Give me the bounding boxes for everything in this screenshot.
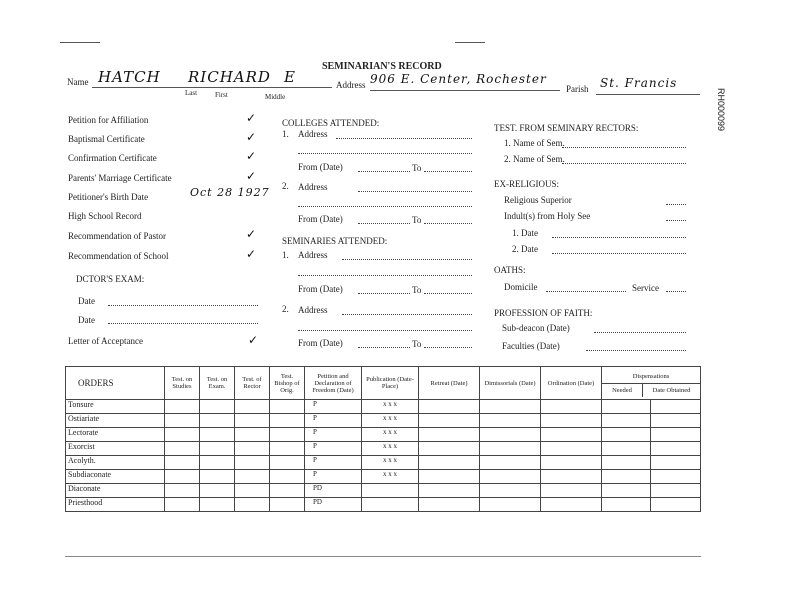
domicile-line	[546, 291, 626, 292]
empty-cell	[165, 400, 200, 414]
empty-cell	[419, 400, 480, 414]
empty-cell	[541, 456, 602, 470]
publication-cell	[362, 498, 419, 512]
empty-cell	[541, 442, 602, 456]
ex-date-2: 2. Date	[512, 244, 538, 254]
checklist-item-label: Confirmation Certificate	[68, 153, 157, 163]
faculties-label: Faculties (Date)	[502, 341, 560, 351]
empty-cell	[419, 456, 480, 470]
empty-cell	[270, 400, 305, 414]
header-retreat: Retreat (Date)	[419, 367, 480, 400]
publication-cell: x x x	[362, 414, 419, 428]
header-publication: Publication (Date-Place)	[362, 367, 419, 400]
religious-superior-label: Religious Superior	[504, 195, 572, 205]
seminary-2-to: To	[412, 339, 422, 349]
order-name: Diaconate	[66, 484, 165, 498]
empty-cell	[419, 470, 480, 484]
empty-cell	[419, 442, 480, 456]
publication-cell	[362, 484, 419, 498]
college-1-address-line	[336, 138, 472, 139]
empty-cell	[165, 470, 200, 484]
order-row	[66, 470, 701, 484]
name-underline	[92, 87, 332, 88]
empty-cell	[235, 428, 270, 442]
college-2-to: To	[412, 215, 422, 225]
empty-cell	[480, 470, 541, 484]
checklist-item-label: Parents' Marriage Certificate	[68, 173, 172, 183]
header-dimissorials: Dimissorials (Date)	[480, 367, 541, 400]
orders-table	[65, 366, 701, 512]
address-value: 906 E. Center, Rochester	[370, 72, 547, 86]
empty-cell	[541, 470, 602, 484]
college-2-to-line	[424, 223, 472, 224]
empty-cell	[541, 400, 602, 414]
order-row	[66, 400, 701, 414]
last-name-value: HATCH	[98, 68, 161, 86]
petition-cell: PD	[305, 498, 362, 512]
college-2-address-line	[358, 191, 472, 192]
petition-cell: P	[305, 414, 362, 428]
empty-cell	[602, 428, 651, 442]
empty-cell	[200, 428, 235, 442]
empty-cell	[165, 456, 200, 470]
rector-sem-1-line	[562, 147, 686, 148]
empty-cell	[270, 442, 305, 456]
checklist-item-label: Recommendation of School	[68, 251, 169, 261]
rector-sem-1: 1. Name of Sem.	[504, 138, 565, 148]
empty-cell	[165, 414, 200, 428]
empty-cell	[602, 456, 651, 470]
publication-cell: x x x	[362, 456, 419, 470]
petition-cell: P	[305, 428, 362, 442]
order-name: Lectorate	[66, 428, 165, 442]
empty-cell	[235, 442, 270, 456]
seminary-2-to-line	[424, 347, 472, 348]
order-row	[66, 498, 701, 512]
checkmark-icon: ✓	[246, 111, 257, 125]
empty-cell	[480, 484, 541, 498]
rectors-title: TEST. FROM SEMINARY RECTORS:	[494, 123, 639, 133]
parish-underline	[596, 94, 700, 95]
address-label: Address	[336, 80, 366, 90]
letter-checkmark: ✓	[248, 333, 259, 347]
seminary-1-from-line	[358, 293, 410, 294]
rector-sem-2-line	[562, 163, 686, 164]
birth-date-value: Oct 28 1927	[190, 186, 270, 199]
empty-cell	[419, 498, 480, 512]
header-orders: ORDERS	[66, 367, 165, 400]
college-1-num: 1.	[282, 129, 289, 139]
subdeacon-label: Sub-deacon (Date)	[502, 323, 570, 333]
empty-cell	[480, 498, 541, 512]
college-1-to: To	[412, 163, 422, 173]
header-dispensations: Dispensations	[602, 370, 700, 384]
top-mark	[60, 42, 100, 43]
seminaries-title: SEMINARIES ATTENDED:	[282, 236, 388, 246]
empty-cell	[419, 414, 480, 428]
college-2-num: 2.	[282, 181, 289, 191]
header-test-rector: Test. of Rector	[235, 367, 270, 400]
checkmark-icon: ✓	[246, 247, 257, 261]
empty-cell	[235, 400, 270, 414]
seminary-2-from-line	[358, 347, 410, 348]
doctors-date-line-1	[108, 305, 258, 306]
checklist-item-label: Petition for Affiliation	[68, 115, 149, 125]
subdeacon-line	[594, 332, 686, 333]
header-date-obtained: Date Obtained	[652, 386, 691, 394]
college-2-from-line	[358, 223, 410, 224]
profession-title: PROFESSION OF FAITH:	[494, 308, 593, 318]
college-1-address-line-2	[298, 153, 472, 154]
seminary-1-address: Address	[298, 250, 328, 260]
publication-cell: x x x	[362, 428, 419, 442]
empty-cell	[270, 498, 305, 512]
empty-cell	[165, 498, 200, 512]
empty-cell	[200, 470, 235, 484]
empty-cell	[602, 498, 651, 512]
first-name-value: RICHARD	[188, 68, 271, 86]
order-row	[66, 442, 701, 456]
empty-cell	[165, 484, 200, 498]
order-name: Tonsure	[66, 400, 165, 414]
order-name: Subdiaconate	[66, 470, 165, 484]
doctors-exam-title: DCTOR'S EXAM:	[76, 274, 145, 284]
order-row	[66, 456, 701, 470]
petition-cell: PD	[305, 484, 362, 498]
empty-cell	[480, 428, 541, 442]
letter-of-acceptance-label: Letter of Acceptance	[68, 336, 143, 346]
empty-cell	[200, 400, 235, 414]
form-title: SEMINARIAN'S RECORD	[322, 61, 442, 72]
first-label: First	[215, 91, 228, 99]
empty-cell	[602, 470, 651, 484]
petition-cell: P	[305, 470, 362, 484]
doctors-exam-date-1: Date	[78, 296, 95, 306]
empty-cell	[651, 400, 701, 414]
top-mark-2	[455, 42, 485, 43]
publication-cell: x x x	[362, 400, 419, 414]
middle-label: Middle	[265, 93, 286, 101]
college-2-address: Address	[298, 182, 328, 192]
empty-cell	[165, 428, 200, 442]
parish-label: Parish	[566, 84, 589, 94]
header-test-studies: Test. on Studies	[165, 367, 200, 400]
seminary-1-to-line	[424, 293, 472, 294]
college-1-to-line	[424, 171, 472, 172]
empty-cell	[602, 442, 651, 456]
college-2-from: From (Date)	[298, 214, 343, 224]
empty-cell	[200, 442, 235, 456]
header-test-exam: Test. on Exam.	[200, 367, 235, 400]
header-test-bishop: Test. Bishop of Orig.	[270, 367, 305, 400]
petition-cell: P	[305, 400, 362, 414]
empty-cell	[602, 414, 651, 428]
empty-cell	[200, 498, 235, 512]
empty-cell	[235, 484, 270, 498]
empty-cell	[270, 428, 305, 442]
ex-date-1-line	[552, 237, 686, 238]
empty-cell	[235, 414, 270, 428]
seminary-1-address-line	[342, 259, 472, 260]
checklist-item-label: Baptismal Certificate	[68, 134, 145, 144]
domicile-label: Domicile	[504, 282, 538, 292]
checkmark-icon: ✓	[246, 130, 257, 144]
checkmark-icon: ✓	[246, 149, 257, 163]
order-name: Exorcist	[66, 442, 165, 456]
bottom-rule	[65, 556, 701, 557]
header-needed: Needed	[602, 384, 643, 397]
seminary-1-from: From (Date)	[298, 284, 343, 294]
empty-cell	[165, 442, 200, 456]
seminary-1-num: 1.	[282, 250, 289, 260]
service-line	[666, 291, 686, 292]
publication-cell: x x x	[362, 470, 419, 484]
seminary-1-to: To	[412, 285, 422, 295]
checkmark-icon: ✓	[246, 169, 257, 183]
order-row	[66, 428, 701, 442]
empty-cell	[200, 456, 235, 470]
petition-cell: P	[305, 442, 362, 456]
header-dispensations-group	[602, 367, 701, 400]
empty-cell	[235, 470, 270, 484]
empty-cell	[270, 470, 305, 484]
seminary-1-address-line-2	[298, 275, 472, 276]
seminary-2-address-line	[342, 314, 472, 315]
empty-cell	[651, 498, 701, 512]
empty-cell	[235, 498, 270, 512]
rector-sem-2: 2. Name of Sem.	[504, 154, 565, 164]
empty-cell	[200, 414, 235, 428]
empty-cell	[541, 498, 602, 512]
empty-cell	[602, 400, 651, 414]
petition-cell: P	[305, 456, 362, 470]
header-petition: Petition and Declaration of Freedom (Date)	[305, 367, 362, 400]
religious-superior-line	[666, 204, 686, 205]
middle-name-value: E	[284, 68, 296, 86]
ex-date-2-line	[552, 253, 686, 254]
empty-cell	[270, 414, 305, 428]
faculties-line	[586, 350, 686, 351]
college-1-address: Address	[298, 129, 328, 139]
indult-label: Indult(s) from Holy See	[504, 211, 591, 221]
service-label: Service	[632, 283, 659, 293]
empty-cell	[480, 456, 541, 470]
college-2-address-line-2	[298, 206, 472, 207]
empty-cell	[651, 428, 701, 442]
seminary-2-from: From (Date)	[298, 338, 343, 348]
parish-value: St. Francis	[600, 76, 678, 90]
empty-cell	[419, 428, 480, 442]
empty-cell	[602, 484, 651, 498]
publication-cell: x x x	[362, 442, 419, 456]
order-row	[66, 414, 701, 428]
empty-cell	[651, 456, 701, 470]
last-label: Last	[185, 89, 198, 97]
checklist-item-label: Recommendation of Pastor	[68, 231, 166, 241]
header-ordination: Ordination (Date)	[541, 367, 602, 400]
order-name: Priesthood	[66, 498, 165, 512]
empty-cell	[480, 414, 541, 428]
side-code: RH000099	[716, 88, 726, 132]
ex-religious-title: EX-RELIGIOUS:	[494, 179, 559, 189]
checklist-item-label: High School Record	[68, 211, 142, 221]
orders-header-row	[66, 367, 701, 400]
checkmark-icon: ✓	[246, 227, 257, 241]
checklist-item-label: Petitioner's Birth Date	[68, 192, 149, 202]
order-name: Ostiariate	[66, 414, 165, 428]
empty-cell	[200, 484, 235, 498]
colleges-title: COLLEGES ATTENDED:	[282, 118, 380, 128]
empty-cell	[651, 414, 701, 428]
empty-cell	[480, 400, 541, 414]
ex-date-1: 1. Date	[512, 228, 538, 238]
oaths-title: OATHS:	[494, 265, 526, 275]
order-name: Acolyth.	[66, 456, 165, 470]
empty-cell	[270, 456, 305, 470]
seminary-2-address-line-2	[298, 330, 472, 331]
doctors-date-line-2	[108, 323, 258, 324]
seminary-2-num: 2.	[282, 304, 289, 314]
seminary-2-address: Address	[298, 305, 328, 315]
doctors-exam-date-2: Date	[78, 315, 95, 325]
college-1-from-line	[358, 171, 410, 172]
empty-cell	[480, 442, 541, 456]
empty-cell	[541, 484, 602, 498]
name-label: Name	[67, 77, 89, 87]
empty-cell	[541, 414, 602, 428]
empty-cell	[270, 484, 305, 498]
empty-cell	[541, 428, 602, 442]
empty-cell	[651, 484, 701, 498]
empty-cell	[235, 456, 270, 470]
empty-cell	[419, 484, 480, 498]
empty-cell	[651, 470, 701, 484]
college-1-from: From (Date)	[298, 162, 343, 172]
order-row	[66, 484, 701, 498]
address-underline	[370, 90, 560, 91]
indult-line	[666, 220, 686, 221]
empty-cell	[651, 442, 701, 456]
